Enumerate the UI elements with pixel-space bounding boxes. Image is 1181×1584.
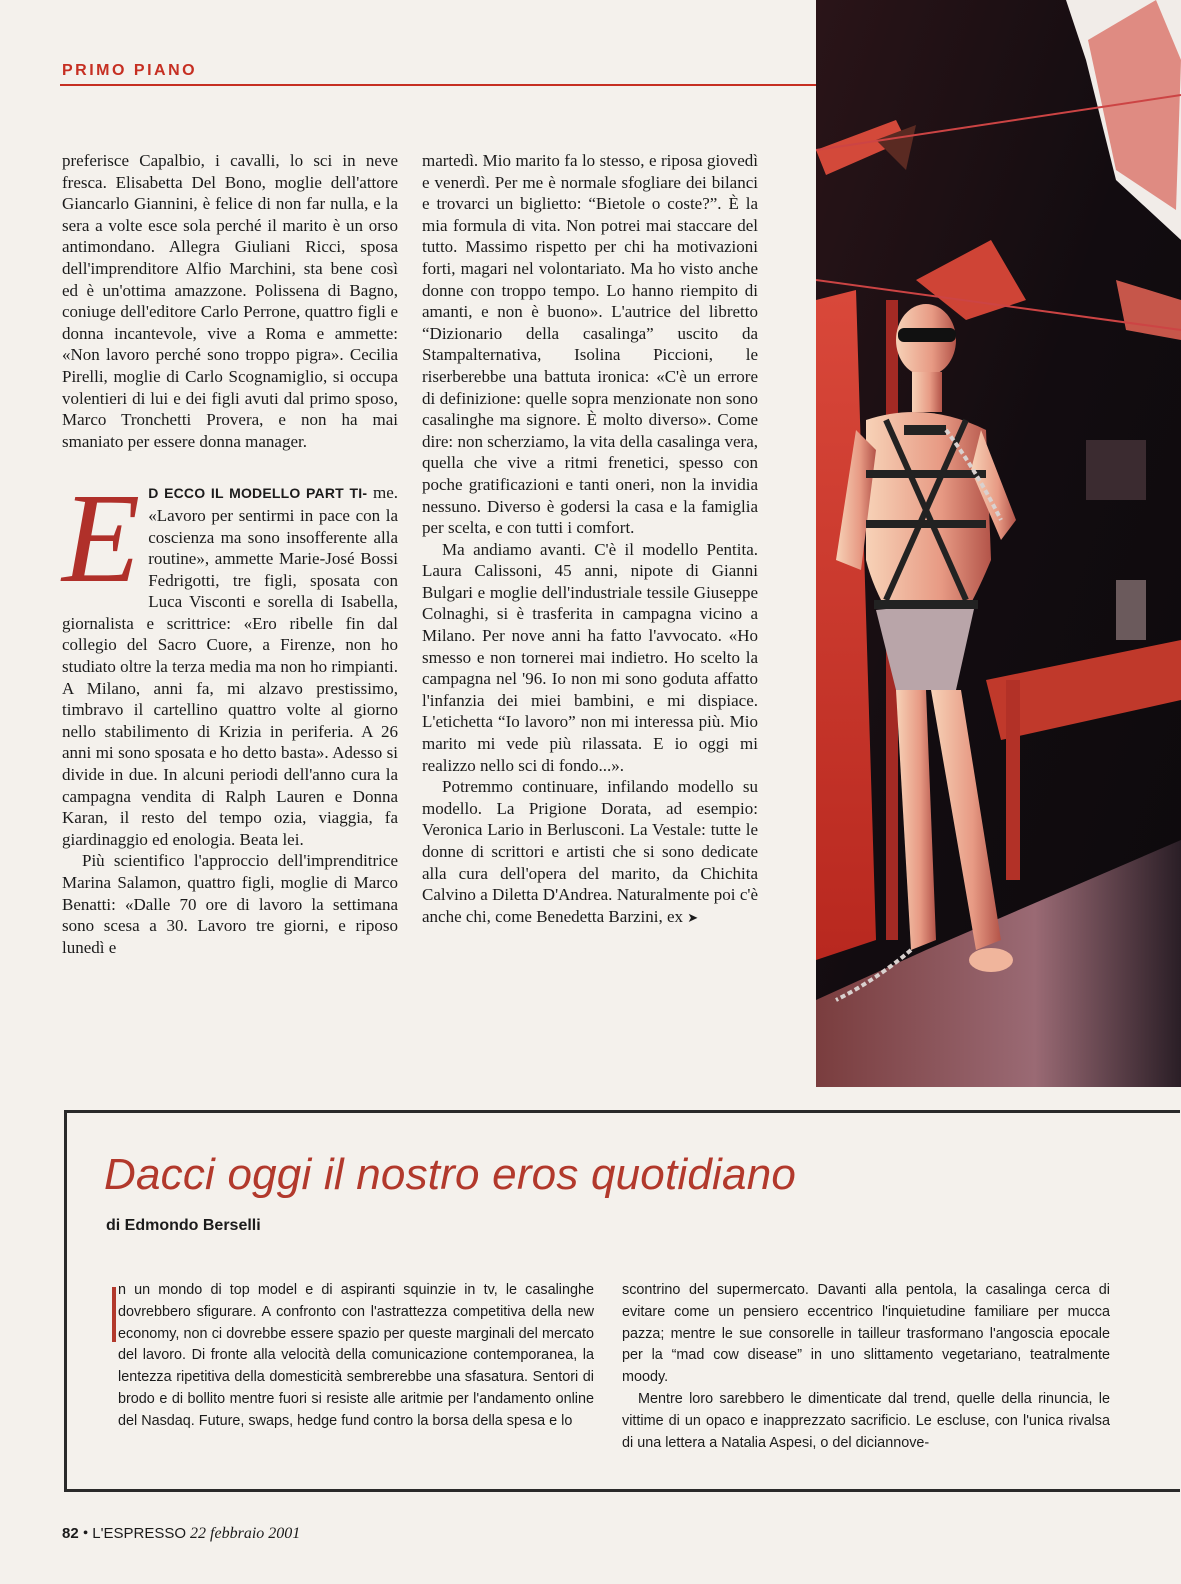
paragraph: Ma andiamo avanti. C'è il modello Pentita. Laura Calissoni, 45 anni, nipote di Gianni Bulgari e moglie dell'industriale tessile Giuseppe Colnaghi, si è trasferita in campagna vicino a Milano. Per nove anni ha fatto l'avvocato. «Ho smesso e non tornerei mai indietro. Ho scelto la campagna nel '96. Io non mi sono goduta affatto l'infanzia dei miei bambini, e mi dispiace. L'etichetta “Io lavoro” non mi interessa più. Mio marito mi vede più rilassata. E io oggi mi realizzo nello sci di fondo...». [422,539,758,775]
page-number: 82 [62,1525,79,1542]
paragraph: scontrino del supermercato. Davanti alla pentola, la casalinga cerca di evitare come un pensiero eccentrico l'inquietudine familiare per mucca pazza; mentre le sue consorelle in tailleur trasformano l'angoscia epocale per la “mad cow disease” in uno slittamento vegetariano, teatralmente moody. [622,1282,1110,1386]
paragraph-text: me. «Lavoro per sentirmi in pace con la coscienza ma sono insofferente alla routine», ammette Marie-José Bossi Fedrigotti, tre figli, sposata con Luca Visconti e sorella di Isabella, giornalista e scrittrice: «Ero ribelle fin dal collegio del Sacro Cuore, a Firenze, non ho studiato oltre la terza media ma non ho rimpianti. A Milano, anni fa, mi alzavo prestissimo, timbravo il cartellino quattro volte al giorno nello stabilimento di Krizia in periferia. A 26 anni mi sono sposata e ho detto basta». Adesso si divide in due. In alcuni periodi dell'anno cura la campagna vendita di Ralph Lauren e Donna Karan, il resto del tempo ozia, viaggia, fa giardinaggio ed enologia. Beata lei. [62,483,398,849]
continue-arrow-icon: ➤ [687,910,699,926]
paragraph [106,1280,594,1433]
paragraph: Più scientifico l'approccio dell'imprenditrice Marina Salamon, quattro figli, moglie di Marco Benatti: «Dalle 70 ore di lavoro la settimana sono scesa a 30. Lavoro tre giorni, e riposo lunedì e [62,851,398,957]
sidebar-column-2 [622,1280,1110,1454]
sidebar-column-1 [106,1280,594,1433]
magazine-name: L'ESPRESSO [92,1525,187,1542]
run-in-heading: D ECCO IL MODELLO PART TI- [148,485,368,502]
article-column-1 [62,150,398,958]
drop-cap: E [62,467,141,610]
sidebar-title: Dacci oggi il nostro eros quotidiano [104,1150,797,1199]
section-rule [60,84,816,86]
paragraph [422,776,758,929]
paragraph-text: Potremmo continuare, infilando modello su modello. La Prigione Dorata, ad esempio: Veronica Lario in Berlusconi. La Vestale: tutte le donne di scrittori e artisti che si sono dedicate alla cura dell'opera del marito, da Chichita Calvino a Diletta D'Andrea. Naturalmente poi c'è anche chi, come Benedetta Barzini, ex [422,777,758,926]
folio-separator: • [82,1525,89,1542]
issue-date: 22 febbraio 2001 [190,1525,301,1542]
paragraph: preferisce Capalbio, i cavalli, lo sci in neve fresca. Elisabetta Del Bono, moglie dell'attore Giancarlo Giannini, è felice di non far nulla, e la sera a volte esce sola perché il marito è un orso antimondano. Allegra Giuliani Ricci, sposa dell'imprenditore Alfio Marchini, sta bene così ed è un'ottima amazzone. Polissena di Bagno, coniuge dell'editore Carlo Perrone, quattro figli e donna incantevole, vive a Roma e ammette: «Non lavoro perché sono troppo pigra». Cecilia Pirelli, moglie di Carlo Scognamiglio, si occupa volentieri di lui e dei figli avuti dal primo sposo, Marco Tronchetti Provera, e non ha mai smaniato per essere donna manager. [62,151,398,451]
paragraph-dropcap [62,467,398,850]
article-photo [816,0,1181,1087]
paragraph-text: n un mondo di top model e di aspiranti squinzie in tv, le casalinghe dovrebbero sfigurare. A confronto con l'astrattezza competitiva della new economy, non ci dovrebbe essere spazio per queste marginali del mercato del lavoro. Di fronte alla velocità della comunicazione contemporanea, la lentezza ripetitiva della domesticità sembrerebbe una sfasatura. Sentori di brodo e di bollito mentre fuori si resiste alle aritmie per l'andamento online del Nasdaq. Future, swaps, hedge fund contro la borsa della spesa e lo [118,1282,594,1429]
paragraph: martedì. Mio marito fa lo stesso, e riposa giovedì e venerdì. Per me è normale sfogliare dei bilanci e trovarci un biglietto: “Bietole o coste?”. È la mia formula di vita. Non potrei mai staccare del tutto. Massimo rispetto per chi ha motivazioni forti, magari nel volontariato. Ma ho visto anche donne con troppo tempo. Lo hanno riempito di amanti, e non è buono». L'autrice del libretto “Dizionario della casalinga” uscito da Stampalternativa, Isolina Piccioni, le riserberebbe una battuta ironica: «C'è un errore di definizione: quelle sopra menzionate non sono casalinghe ma signore. È molto diverso». Come dire: non scherziamo, la vita della casalinga vera, quella che vive a ritmi frenetici, spesso con poche gratificazioni e tanti oneri, non la invidia nessuno. Diverso è godersi la casa e la famiglia per scelta, e con tutti i comfort. [422,151,758,538]
paragraph: Mentre loro sarebbero le dimenticate dal trend, quelle della rinuncia, le vittime di un opaco e inapprezzato sacrificio. Le escluse, con l'unica rivalsa di una lettera a Natalia Aspesi, o del diciannove- [622,1390,1110,1451]
page-folio [62,1525,300,1543]
article-column-2 [422,150,758,929]
sidebar-byline: di Edmondo Berselli [106,1217,261,1234]
section-label: PRIMO PIANO [62,62,198,79]
